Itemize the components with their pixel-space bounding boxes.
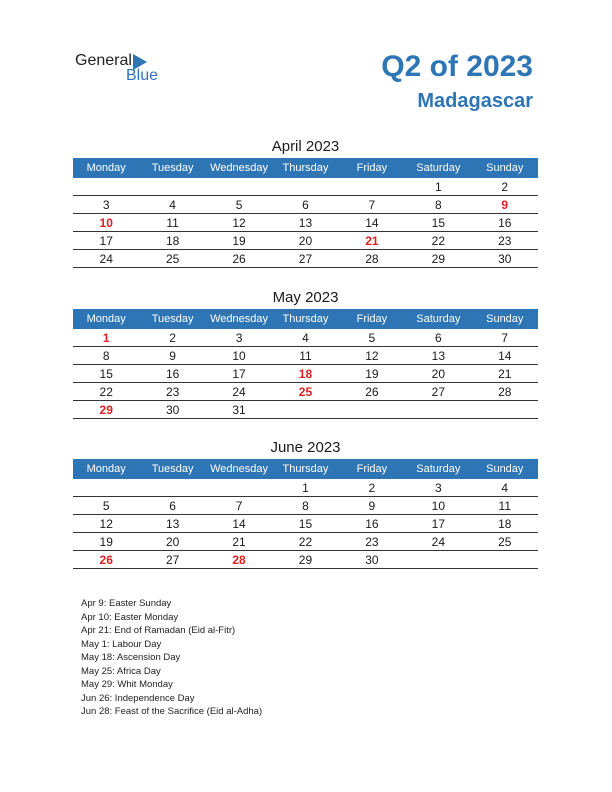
holiday-note: May 1: Labour Day [81,638,162,650]
day-cell: 28 [339,250,405,268]
day-cell: 24 [73,250,139,268]
day-cell: 27 [272,250,338,268]
day-cell: 14 [472,347,538,365]
day-cell: 20 [405,365,471,383]
holiday-notes [81,597,262,719]
holiday-note: May 25: Africa Day [81,665,161,677]
weekday-header: Thursday [272,158,338,178]
day-cell: 8 [272,497,338,515]
day-cell: 13 [139,515,205,533]
holiday-note: May 18: Ascension Day [81,652,181,663]
day-cell: 8 [405,196,471,214]
day-cell: 19 [73,533,139,551]
empty-day-cell [206,178,272,196]
country-name: Madagascar [417,90,533,112]
empty-day-cell [472,551,538,569]
weekday-header: Friday [339,158,405,178]
holiday-day-cell: 29 [73,401,139,419]
day-cell: 3 [405,479,471,497]
empty-day-cell [339,401,405,419]
holiday-day-cell: 9 [472,196,538,214]
week-row [73,515,538,533]
day-cell: 4 [139,196,205,214]
day-cell: 10 [405,497,471,515]
day-cell: 16 [339,515,405,533]
day-cell: 18 [139,232,205,250]
weekday-header: Wednesday [206,459,272,479]
empty-day-cell [272,401,338,419]
month-title: May 2023 [272,289,339,306]
holiday-day-cell: 21 [339,232,405,250]
empty-day-cell [405,551,471,569]
empty-day-cell [139,479,205,497]
week-row [73,196,538,214]
day-cell: 11 [472,497,538,515]
day-cell: 13 [272,214,338,232]
day-cell: 6 [405,329,471,347]
holiday-note: Apr 9: Easter Sunday [81,598,172,609]
empty-day-cell [139,178,205,196]
day-cell: 7 [339,196,405,214]
day-cell: 3 [206,329,272,347]
holiday-day-cell: 26 [73,551,139,569]
holiday-day-cell: 10 [73,214,139,232]
day-cell: 29 [272,551,338,569]
empty-day-cell [206,479,272,497]
day-cell: 6 [272,196,338,214]
day-cell: 24 [405,533,471,551]
day-cell: 6 [139,497,205,515]
day-cell: 9 [339,497,405,515]
holiday-day-cell: 25 [272,383,338,401]
weekday-header: Monday [73,459,139,479]
week-row [73,479,538,497]
day-cell: 14 [206,515,272,533]
day-cell: 7 [206,497,272,515]
month-june [73,437,538,569]
day-cell: 16 [472,214,538,232]
day-cell: 25 [472,533,538,551]
day-cell: 15 [405,214,471,232]
day-cell: 30 [139,401,205,419]
day-cell: 8 [73,347,139,365]
holiday-note: Jun 26: Independence Day [81,692,195,704]
day-cell: 21 [472,365,538,383]
day-cell: 15 [272,515,338,533]
weekday-header: Sunday [472,459,538,479]
day-cell: 16 [139,365,205,383]
week-row [73,178,538,196]
weekday-header: Saturday [405,309,471,329]
day-cell: 20 [139,533,205,551]
day-cell: 27 [139,551,205,569]
empty-day-cell [73,479,139,497]
week-row [73,329,538,347]
day-cell: 4 [272,329,338,347]
day-cell: 28 [472,383,538,401]
day-cell: 23 [139,383,205,401]
logo-text-general: General [75,52,132,69]
day-cell: 11 [272,347,338,365]
day-cell: 5 [339,329,405,347]
week-row [73,214,538,232]
month-title: April 2023 [271,138,340,155]
day-cell: 30 [339,551,405,569]
day-cell: 17 [405,515,471,533]
day-cell: 31 [206,401,272,419]
day-cell: 23 [339,533,405,551]
holiday-note: May 29: Whit Monday [81,679,173,690]
day-cell: 14 [339,214,405,232]
day-cell: 26 [339,383,405,401]
month-april [73,136,538,268]
holiday-day-cell: 18 [272,365,338,383]
day-cell: 22 [405,232,471,250]
logo-text-blue: Blue [126,67,159,84]
day-cell: 18 [472,515,538,533]
day-cell: 27 [405,383,471,401]
day-cell: 26 [206,250,272,268]
weekday-header: Sunday [472,158,538,178]
day-cell: 4 [472,479,538,497]
month-may [73,287,538,419]
holiday-day-cell: 1 [73,329,139,347]
week-row [73,497,538,515]
day-cell: 12 [73,515,139,533]
empty-day-cell [472,401,538,419]
day-cell: 1 [272,479,338,497]
weekday-header: Saturday [405,459,471,479]
empty-day-cell [339,178,405,196]
month-title: June 2023 [270,439,341,456]
week-row [73,365,538,383]
day-cell: 10 [206,347,272,365]
day-cell: 23 [472,232,538,250]
day-cell: 17 [206,365,272,383]
week-row [73,232,538,250]
day-cell: 12 [339,347,405,365]
empty-day-cell [272,178,338,196]
day-cell: 5 [73,497,139,515]
day-cell: 3 [73,196,139,214]
week-row [73,551,538,569]
day-cell: 17 [73,232,139,250]
day-cell: 20 [272,232,338,250]
page-title: Q2 of 2023 [381,50,533,83]
day-cell: 25 [139,250,205,268]
day-cell: 24 [206,383,272,401]
empty-day-cell [405,401,471,419]
day-cell: 11 [139,214,205,232]
weekday-header-row [73,309,538,329]
weekday-header: Friday [339,309,405,329]
day-cell: 12 [206,214,272,232]
weekday-header: Tuesday [139,459,205,479]
day-cell: 15 [73,365,139,383]
calendar-table [73,158,538,268]
weekday-header: Wednesday [206,309,272,329]
weekday-header: Friday [339,459,405,479]
weekday-header-row [73,459,538,479]
day-cell: 19 [339,365,405,383]
day-cell: 9 [139,347,205,365]
day-cell: 22 [73,383,139,401]
day-cell: 30 [472,250,538,268]
day-cell: 2 [339,479,405,497]
week-row [73,401,538,419]
holiday-note: Jun 28: Feast of the Sacrifice (Eid al-Adha) [81,706,263,717]
day-cell: 22 [272,533,338,551]
weekday-header: Tuesday [139,158,205,178]
day-cell: 5 [206,196,272,214]
holiday-note: Apr 21: End of Ramadan (Eid al-Fitr) [81,625,236,636]
weekday-header: Thursday [272,459,338,479]
day-cell: 1 [405,178,471,196]
day-cell: 13 [405,347,471,365]
holiday-day-cell: 28 [206,551,272,569]
weekday-header: Sunday [472,309,538,329]
empty-day-cell [73,178,139,196]
day-cell: 19 [206,232,272,250]
day-cell: 2 [472,178,538,196]
weekday-header-row [73,158,538,178]
weekday-header: Saturday [405,158,471,178]
weekday-header: Tuesday [139,309,205,329]
day-cell: 2 [139,329,205,347]
week-row [73,533,538,551]
calendar-table [73,459,538,569]
day-cell: 29 [405,250,471,268]
week-row [73,250,538,268]
week-row [73,347,538,365]
weekday-header: Thursday [272,309,338,329]
holiday-note: Apr 10: Easter Monday [81,611,179,623]
day-cell: 21 [206,533,272,551]
weekday-header: Monday [73,309,139,329]
generalblue-logo [75,52,175,92]
day-cell: 7 [472,329,538,347]
week-row [73,383,538,401]
weekday-header: Monday [73,158,139,178]
weekday-header: Wednesday [206,158,272,178]
calendar-table [73,309,538,419]
